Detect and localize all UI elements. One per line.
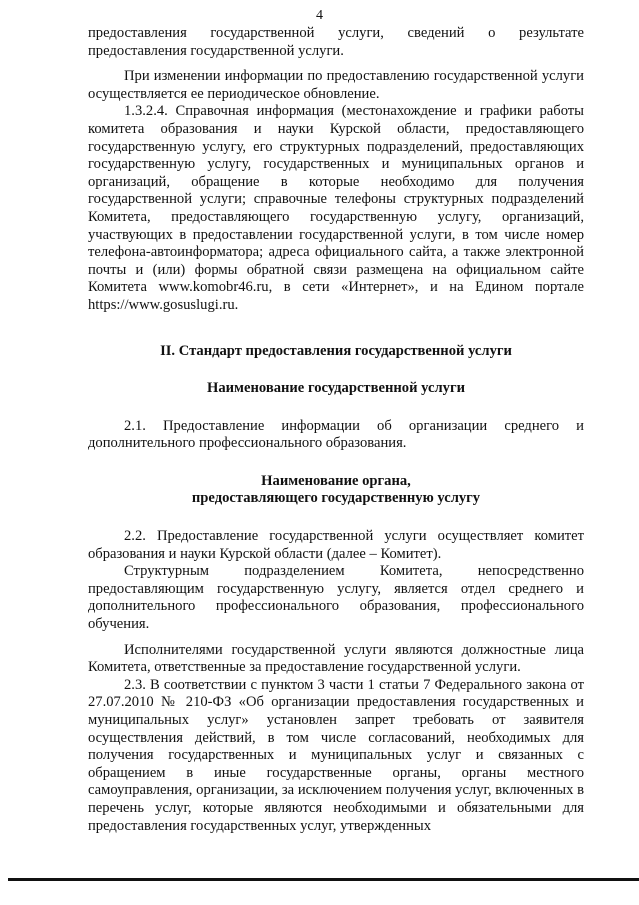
paragraph-reference-info: 1.3.2.4. Справочная информация (местонахождение и графики работы комитета образования и науки Курской области, предоставляющего государственную услугу, его структурных подразделений, предоставляющих государственную услугу, государственных и муниципальных органов и организаций, обращение в которые необходимо для получения государственной услуги; справочные телефоны структурных подразделений Комитета, предоставляющего государственную услугу, организаций, участвующих в предоставлении государственной услуги, в том числе номер телефона-автоинформатора; адреса официального сайта, а также электронной почты и (или) формы обратной связи размещена на официальном сайте Комитета www.komobr46.ru, в сети «Интернет», и на Едином портале https://www.gosuslugi.ru. xyxy=(88,103,584,313)
heading-organ-line2: предоставляющего государственную услугу xyxy=(191,490,481,507)
paragraph-service-description: 2.1. Предоставление информации об организации среднего и дополнительного профессионального образования. xyxy=(88,417,584,452)
heading-organ-line1: Наименование органа, xyxy=(261,472,411,489)
paragraph-executors: Исполнителями государственной услуги являются должностные лица Комитета, ответственные за предоставление государственной услуги. xyxy=(88,641,584,676)
section-heading-standard: II. Стандарт предоставления государственной услуги xyxy=(160,342,512,359)
page-number: 4 xyxy=(316,8,323,23)
paragraph-info-update: При изменении информации по предоставлению государственной услуги осуществляется ее периодическое обновление. xyxy=(88,68,584,102)
paragraph-committee: 2.2. Предоставление государственной услуги осуществляет комитет образования и науки Курской области (далее – Комитет). xyxy=(88,528,584,562)
document-body xyxy=(88,25,584,835)
paragraph-service-results: предоставления государственной услуги, сведений о результате предоставления государственной услуги. xyxy=(88,25,584,59)
paragraph-structural-unit: Структурным подразделением Комитета, непосредственно предоставляющим государственную услугу, является отдел среднего и дополнительного профессионального образования, профессионального обучения. xyxy=(88,563,584,633)
bottom-rule xyxy=(8,878,639,881)
heading-service-name: Наименование государственной услуги xyxy=(207,380,465,397)
paragraph-federal-law: 2.3. В соответствии с пунктом 3 части 1 статьи 7 Федерального закона от 27.07.2010 № 210-ФЗ «Об организации предоставления государственных и муниципальных услуг» установлен запрет требовать от заявителя осуществления действий, в том числе согласований, необходимых для получения государственных и муниципальных услуг и связанных с обращением в иные государственные органы, органы местного самоуправления, организации, за исключением получения услуг, включенных в перечень услуг, которые являются необходимыми и обязательными для предоставления государственных услуг, утвержденных xyxy=(88,676,584,834)
